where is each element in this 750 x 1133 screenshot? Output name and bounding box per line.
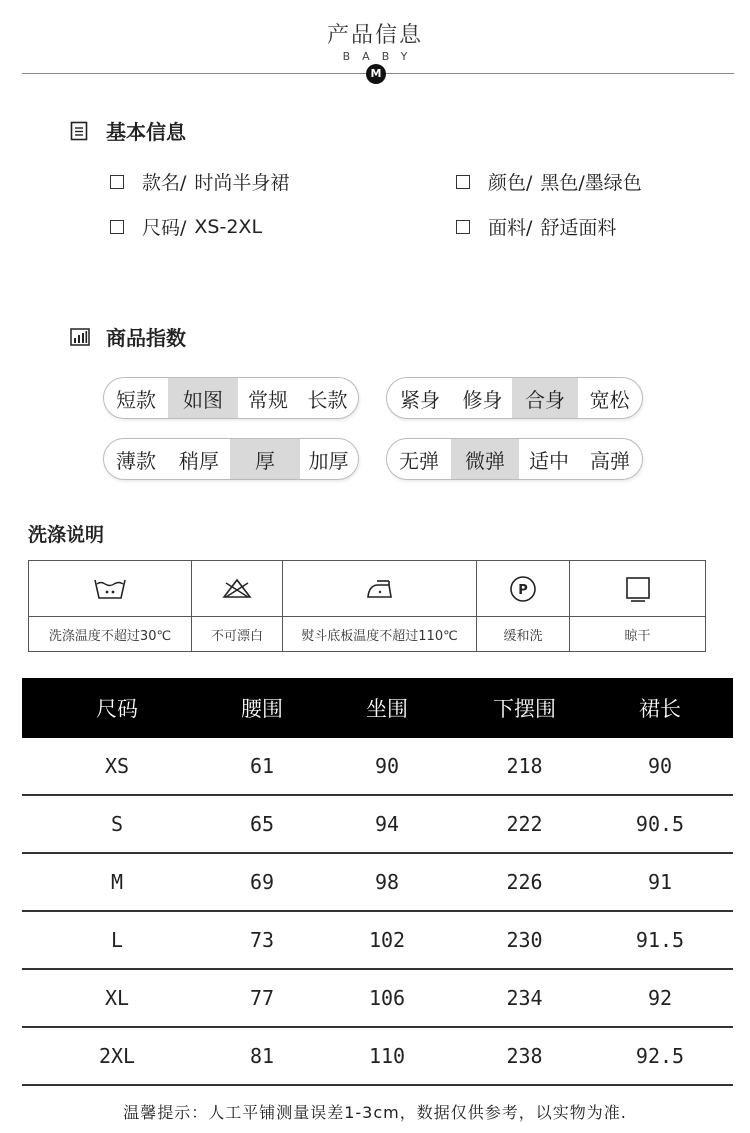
table-cell: XL <box>104 986 130 1010</box>
table-cell: 65 <box>249 812 275 836</box>
table-cell: S <box>110 812 124 836</box>
size-table <box>22 678 733 1086</box>
washing-text: 不可漂白 <box>210 628 263 644</box>
washing-text: 缓和洗 <box>503 628 543 644</box>
table-cell: 73 <box>249 928 275 952</box>
table-cell: 230 <box>506 928 543 952</box>
washing-cell <box>192 561 283 651</box>
info-value: XS-2XL <box>194 215 263 238</box>
product-index-heading <box>70 322 186 351</box>
table-cell: 90 <box>374 754 400 778</box>
index-option: 紧身 <box>400 387 440 412</box>
washing-cell <box>283 561 477 651</box>
index-option: 薄款 <box>116 448 156 473</box>
index-option-selected: 微弹 <box>451 439 519 479</box>
wash-30-icon <box>29 561 191 617</box>
table-cell: 90 <box>647 754 673 778</box>
checkbox-icon <box>456 220 470 234</box>
table-cell: 238 <box>506 1044 543 1068</box>
info-item-size <box>110 213 262 240</box>
table-row <box>22 970 733 1028</box>
table-cell: 218 <box>506 754 543 778</box>
table-cell: 61 <box>249 754 275 778</box>
washing-text: 洗涤温度不超过30℃ <box>48 628 172 644</box>
index-option: 长款 <box>307 387 348 412</box>
table-cell: 81 <box>249 1044 275 1068</box>
checkbox-icon <box>456 175 470 189</box>
index-option: 修身 <box>462 387 503 412</box>
table-cell: 77 <box>249 986 275 1010</box>
index-option-selected: 如图 <box>168 378 238 418</box>
index-group-thickness <box>103 438 359 480</box>
table-cell: XS <box>104 754 130 778</box>
index-group-length <box>103 377 359 419</box>
product-index-heading-text: 商品指数 <box>106 326 186 350</box>
header-badge: M <box>366 64 386 84</box>
document-icon <box>70 121 90 141</box>
checkbox-icon <box>110 175 124 189</box>
table-row <box>22 854 733 912</box>
table-cell: 234 <box>506 986 543 1010</box>
index-group-fit <box>386 377 643 419</box>
page-title: 产品信息 <box>326 23 423 48</box>
index-option: 无弹 <box>399 448 439 473</box>
header-cell: 腰围 <box>241 697 283 721</box>
bar-chart-icon <box>70 327 90 347</box>
basic-info-heading <box>70 116 186 145</box>
checkbox-icon <box>110 220 124 234</box>
table-cell: 90.5 <box>635 812 685 836</box>
table-cell: 98 <box>374 870 400 894</box>
basic-info-heading-text: 基本信息 <box>106 120 186 144</box>
index-group-elasticity <box>386 438 643 480</box>
washing-text: 晾干 <box>624 628 651 644</box>
table-row <box>22 912 733 970</box>
info-label: 面料/ <box>488 217 533 239</box>
line-dry-icon <box>570 561 705 617</box>
washing-text: 熨斗底板温度不超过110℃ <box>301 628 458 644</box>
table-cell: 91.5 <box>635 928 685 952</box>
index-option: 短款 <box>116 387 156 412</box>
table-row <box>22 1028 733 1086</box>
washing-title: 洗涤说明 <box>28 524 105 546</box>
info-item-fabric <box>456 213 616 240</box>
page-subtitle: BABY <box>342 50 420 63</box>
header-cell: 尺码 <box>96 697 138 721</box>
table-cell: 106 <box>368 986 406 1010</box>
index-option: 稍厚 <box>179 448 219 473</box>
index-option: 宽松 <box>589 387 630 412</box>
index-option: 常规 <box>248 387 288 412</box>
no-bleach-icon <box>192 561 282 617</box>
table-cell: 102 <box>368 928 406 952</box>
info-label: 颜色/ <box>488 172 533 194</box>
info-label: 尺码/ <box>142 217 187 239</box>
index-option-selected: 厚 <box>230 439 300 479</box>
table-cell: M <box>110 870 124 894</box>
dry-clean-symbol: P <box>518 582 528 598</box>
info-item-color <box>456 168 642 195</box>
table-cell: 94 <box>374 812 400 836</box>
info-label: 款名/ <box>142 172 187 194</box>
table-cell: L <box>110 928 124 952</box>
table-cell: 92 <box>647 986 673 1010</box>
table-row <box>22 738 733 796</box>
washing-cell <box>477 561 570 651</box>
index-option: 高弹 <box>590 448 630 473</box>
info-value: 时尚半身裙 <box>194 172 290 194</box>
iron-icon <box>283 561 476 617</box>
washing-cell <box>29 561 192 651</box>
measurement-note: 温馨提示：人工平铺测量误差1-3cm，数据仅供参考，以实物为准. <box>123 1103 627 1122</box>
info-value: 黑色/墨绿色 <box>540 172 642 194</box>
index-option: 适中 <box>529 448 569 473</box>
table-cell: 226 <box>506 870 543 894</box>
washing-table <box>28 560 706 652</box>
table-row <box>22 796 733 854</box>
header-cell: 坐围 <box>366 697 408 721</box>
gentle-dry-clean-icon <box>477 561 569 617</box>
size-table-header <box>22 678 733 738</box>
table-cell: 2XL <box>98 1044 136 1068</box>
header-cell: 裙长 <box>639 697 681 721</box>
table-cell: 91 <box>647 870 673 894</box>
index-option: 加厚 <box>308 448 349 473</box>
table-cell: 69 <box>249 870 275 894</box>
info-item-style <box>110 168 289 195</box>
info-value: 舒适面料 <box>540 217 617 239</box>
header-cell: 下摆围 <box>493 697 556 721</box>
index-option-selected: 合身 <box>512 378 578 418</box>
table-cell: 110 <box>368 1044 406 1068</box>
table-cell: 222 <box>506 812 543 836</box>
washing-cell <box>570 561 705 651</box>
table-cell: 92.5 <box>635 1044 685 1068</box>
